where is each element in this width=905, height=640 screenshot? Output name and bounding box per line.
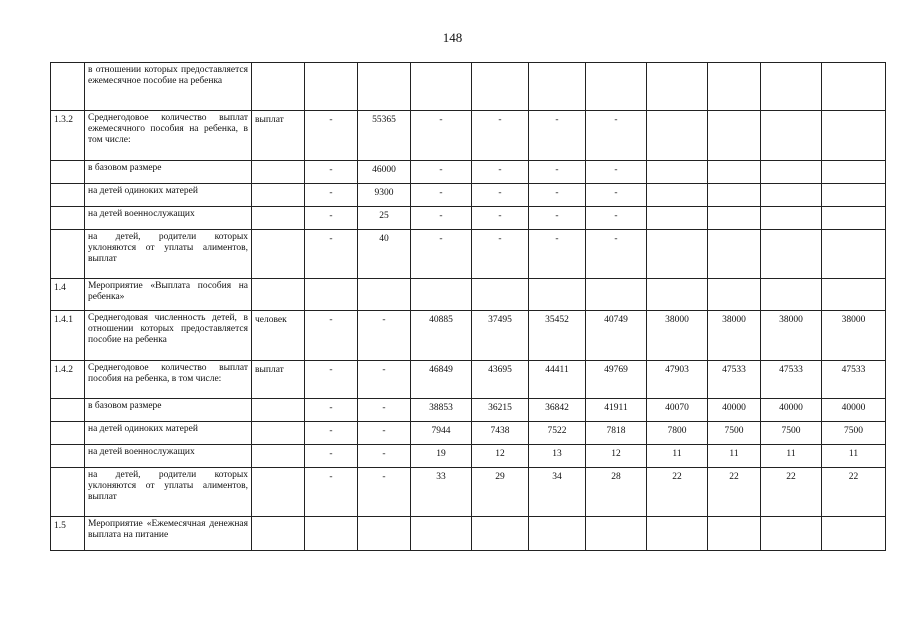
value-cell: 55365	[358, 111, 411, 161]
value-cell: -	[358, 311, 411, 361]
row-unit	[252, 422, 305, 445]
table-row	[51, 230, 886, 279]
value-cell	[586, 279, 647, 311]
row-unit	[252, 445, 305, 468]
value-cell: 38000	[822, 311, 886, 361]
table-row	[51, 361, 886, 399]
row-description: в отношении которых предоставляется ежемесячное пособие на ребенка	[85, 63, 252, 111]
row-description: в базовом размере	[85, 399, 252, 422]
row-description: на детей военнослужащих	[85, 207, 252, 230]
row-unit	[252, 230, 305, 279]
value-cell: -	[358, 361, 411, 399]
value-cell	[411, 279, 472, 311]
value-cell: -	[411, 111, 472, 161]
row-code	[51, 468, 85, 517]
value-cell	[708, 63, 761, 111]
value-cell: -	[305, 468, 358, 517]
value-cell: -	[529, 230, 586, 279]
value-cell: -	[305, 445, 358, 468]
value-cell: 13	[529, 445, 586, 468]
value-cell: 40	[358, 230, 411, 279]
value-cell: 34	[529, 468, 586, 517]
value-cell	[305, 517, 358, 551]
value-cell: 37495	[472, 311, 529, 361]
row-description: на детей, родители которых уклоняются от уплаты алиментов, выплат	[85, 468, 252, 517]
row-code	[51, 230, 85, 279]
value-cell	[822, 207, 886, 230]
value-cell: -	[472, 161, 529, 184]
value-cell: 36215	[472, 399, 529, 422]
value-cell: 43695	[472, 361, 529, 399]
value-cell	[708, 279, 761, 311]
row-code: 1.4.1	[51, 311, 85, 361]
value-cell: 11	[647, 445, 708, 468]
value-cell: -	[411, 184, 472, 207]
row-unit	[252, 184, 305, 207]
value-cell	[761, 230, 822, 279]
value-cell: -	[529, 161, 586, 184]
value-cell: -	[472, 184, 529, 207]
row-unit	[252, 63, 305, 111]
value-cell: 47533	[822, 361, 886, 399]
table-body	[51, 63, 886, 551]
value-cell: 36842	[529, 399, 586, 422]
value-cell	[305, 63, 358, 111]
table-row	[51, 184, 886, 207]
value-cell: -	[358, 399, 411, 422]
value-cell	[305, 279, 358, 311]
row-code: 1.3.2	[51, 111, 85, 161]
value-cell: 11	[822, 445, 886, 468]
table-row	[51, 399, 886, 422]
value-cell: 40885	[411, 311, 472, 361]
value-cell: 40000	[708, 399, 761, 422]
value-cell: 7500	[708, 422, 761, 445]
value-cell	[358, 63, 411, 111]
value-cell: -	[305, 207, 358, 230]
value-cell: 25	[358, 207, 411, 230]
value-cell: -	[305, 161, 358, 184]
value-cell	[761, 161, 822, 184]
value-cell: 38000	[708, 311, 761, 361]
value-cell: 40749	[586, 311, 647, 361]
value-cell: 12	[586, 445, 647, 468]
row-description: Мероприятие «Ежемесячная денежная выплата на питание	[85, 517, 252, 551]
value-cell: -	[305, 399, 358, 422]
value-cell: -	[305, 111, 358, 161]
value-cell: 9300	[358, 184, 411, 207]
value-cell	[411, 63, 472, 111]
value-cell	[647, 184, 708, 207]
value-cell: 22	[647, 468, 708, 517]
value-cell: -	[305, 184, 358, 207]
data-table	[50, 62, 886, 551]
value-cell	[586, 517, 647, 551]
value-cell	[708, 111, 761, 161]
value-cell: 7500	[761, 422, 822, 445]
value-cell: -	[586, 230, 647, 279]
value-cell	[472, 279, 529, 311]
value-cell: 11	[761, 445, 822, 468]
value-cell: -	[586, 207, 647, 230]
row-description: Мероприятие «Выплата пособия на ребенка»	[85, 279, 252, 311]
row-description: Среднегодовое количество выплат пособия на ребенка, в том числе:	[85, 361, 252, 399]
row-code	[51, 207, 85, 230]
row-unit	[252, 399, 305, 422]
value-cell: -	[529, 207, 586, 230]
value-cell: -	[586, 111, 647, 161]
row-description: на детей военнослужащих	[85, 445, 252, 468]
value-cell: 38000	[647, 311, 708, 361]
row-code: 1.4.2	[51, 361, 85, 399]
value-cell	[822, 230, 886, 279]
table-row	[51, 422, 886, 445]
value-cell: -	[305, 230, 358, 279]
value-cell	[472, 517, 529, 551]
value-cell: 22	[761, 468, 822, 517]
value-cell	[647, 63, 708, 111]
value-cell: 40000	[761, 399, 822, 422]
value-cell: -	[411, 207, 472, 230]
row-code	[51, 445, 85, 468]
table-row	[51, 207, 886, 230]
value-cell	[822, 184, 886, 207]
value-cell: -	[411, 161, 472, 184]
value-cell: -	[586, 161, 647, 184]
value-cell: 7818	[586, 422, 647, 445]
value-cell	[647, 230, 708, 279]
value-cell: 33	[411, 468, 472, 517]
row-unit	[252, 279, 305, 311]
table-row	[51, 468, 886, 517]
value-cell: 40000	[822, 399, 886, 422]
row-unit: человек	[252, 311, 305, 361]
table-row	[51, 63, 886, 111]
table-row	[51, 445, 886, 468]
value-cell	[708, 161, 761, 184]
row-code	[51, 63, 85, 111]
value-cell: 29	[472, 468, 529, 517]
row-description: на детей одиноких матерей	[85, 422, 252, 445]
value-cell	[529, 63, 586, 111]
value-cell	[647, 517, 708, 551]
value-cell	[647, 279, 708, 311]
value-cell	[761, 63, 822, 111]
row-unit: выплат	[252, 111, 305, 161]
value-cell: 38853	[411, 399, 472, 422]
value-cell: -	[472, 111, 529, 161]
table-row	[51, 161, 886, 184]
value-cell: -	[305, 311, 358, 361]
value-cell: -	[305, 361, 358, 399]
value-cell	[822, 161, 886, 184]
value-cell: 22	[822, 468, 886, 517]
row-code: 1.5	[51, 517, 85, 551]
value-cell: 22	[708, 468, 761, 517]
value-cell	[708, 207, 761, 230]
value-cell: -	[586, 184, 647, 207]
value-cell	[647, 161, 708, 184]
value-cell	[761, 279, 822, 311]
value-cell	[529, 517, 586, 551]
value-cell	[472, 63, 529, 111]
value-cell: -	[305, 422, 358, 445]
value-cell	[647, 207, 708, 230]
value-cell	[761, 517, 822, 551]
value-cell: 41911	[586, 399, 647, 422]
value-cell	[358, 279, 411, 311]
value-cell: 38000	[761, 311, 822, 361]
value-cell: 49769	[586, 361, 647, 399]
value-cell	[822, 279, 886, 311]
value-cell	[708, 184, 761, 207]
row-description: Среднегодовое количество выплат ежемесячного пособия на ребенка, в том числе:	[85, 111, 252, 161]
value-cell	[822, 63, 886, 111]
value-cell: 7800	[647, 422, 708, 445]
page-number: 148	[442, 30, 463, 45]
value-cell: 47533	[708, 361, 761, 399]
row-code: 1.4	[51, 279, 85, 311]
value-cell: 7522	[529, 422, 586, 445]
value-cell: 46000	[358, 161, 411, 184]
value-cell: -	[411, 230, 472, 279]
row-description: на детей, родители которых уклоняются от уплаты алиментов, выплат	[85, 230, 252, 279]
row-description: в базовом размере	[85, 161, 252, 184]
value-cell	[761, 111, 822, 161]
value-cell: 40070	[647, 399, 708, 422]
value-cell	[708, 517, 761, 551]
table-row	[51, 517, 886, 551]
value-cell: 28	[586, 468, 647, 517]
row-unit	[252, 207, 305, 230]
table-row	[51, 111, 886, 161]
row-unit	[252, 517, 305, 551]
value-cell: 7944	[411, 422, 472, 445]
value-cell: 11	[708, 445, 761, 468]
value-cell: 12	[472, 445, 529, 468]
value-cell	[708, 230, 761, 279]
value-cell	[358, 517, 411, 551]
value-cell: 19	[411, 445, 472, 468]
value-cell	[761, 184, 822, 207]
value-cell: 47903	[647, 361, 708, 399]
row-code	[51, 161, 85, 184]
value-cell: 46849	[411, 361, 472, 399]
row-unit	[252, 161, 305, 184]
row-code	[51, 399, 85, 422]
value-cell	[529, 279, 586, 311]
value-cell	[822, 111, 886, 161]
row-code	[51, 184, 85, 207]
value-cell: -	[358, 468, 411, 517]
value-cell: 44411	[529, 361, 586, 399]
value-cell	[586, 63, 647, 111]
row-unit	[252, 468, 305, 517]
value-cell	[761, 207, 822, 230]
value-cell: -	[358, 445, 411, 468]
table-row	[51, 311, 886, 361]
value-cell	[822, 517, 886, 551]
row-description: на детей одиноких матерей	[85, 184, 252, 207]
row-description: Среднегодовая численность детей, в отношении которых предоставляется пособие на ребенка	[85, 311, 252, 361]
value-cell: -	[472, 230, 529, 279]
row-unit: выплат	[252, 361, 305, 399]
value-cell: 7500	[822, 422, 886, 445]
value-cell: 35452	[529, 311, 586, 361]
value-cell: -	[358, 422, 411, 445]
value-cell: -	[529, 184, 586, 207]
value-cell	[411, 517, 472, 551]
value-cell: -	[529, 111, 586, 161]
value-cell: 7438	[472, 422, 529, 445]
value-cell: -	[472, 207, 529, 230]
value-cell: 47533	[761, 361, 822, 399]
row-code	[51, 422, 85, 445]
value-cell	[647, 111, 708, 161]
table-row	[51, 279, 886, 311]
